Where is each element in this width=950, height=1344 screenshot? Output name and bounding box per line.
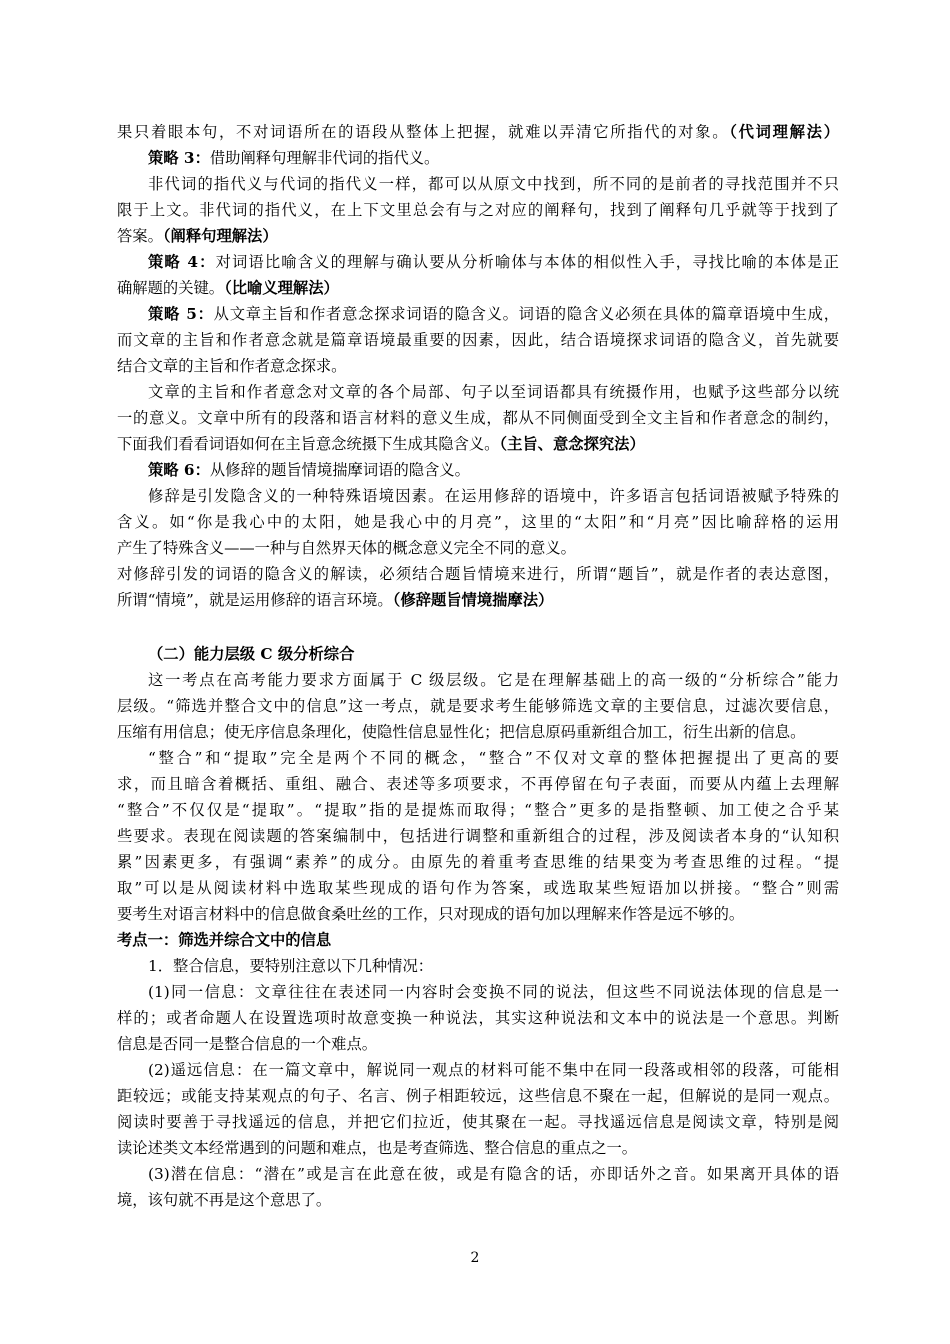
text-run: “整合”和“提取”完全是两个不同的概念，“整合”不仅对文章的整体把握提出了更高的要 [148,749,839,767]
text-line [117,1005,839,1031]
text-line [117,535,839,561]
text-line [117,431,839,457]
text-line [117,1057,839,1083]
text-line [117,275,839,301]
text-run: 些要求。表现在阅读题的答案编制中，包括进行调整和重新组合的过程，涉及阅读者本身的“认知积 [117,827,839,845]
text-line [117,509,839,535]
text-line [117,145,839,171]
text-run: 产生了特殊含义——一种与自然界天体的概念意义完全不同的意义。 [117,539,576,557]
text-line [117,849,839,875]
paragraph-gap [117,613,839,641]
text-run: 从修辞的题旨情境揣摩词语的隐含义。 [209,461,470,479]
text-line [117,587,839,613]
text-body [117,119,839,1213]
text-run: 修辞是引发隐含义的一种特殊语境因素。在运用修辞的语境中，许多语言包括词语被赋予特殊的 [148,487,839,505]
text-run: 要考生对语言材料中的信息做食桑吐丝的工作，只对现成的语句加以理解来作答是远不够的。 [117,905,745,923]
bold-run: （主旨、意念探究法） [499,435,645,453]
text-run: 答案。 [117,227,163,245]
bold-run: 策略 4： [148,253,216,271]
text-run: 确解题的关键。 [117,279,225,297]
text-run: 层级。“筛选并整合文中的信息”这一考点，就是要求考生能够筛选文章的主要信息，过滤次要信息， [117,697,839,715]
text-run: 从文章主旨和作者意念探求词语的隐含义。词语的隐含义必须在具体的篇章语境中生成， [213,305,839,323]
text-run: 境，该句就不再是这个意思了。 [117,1191,332,1209]
text-run: “整合”不仅仅是“提取”。“提取”指的是提炼而取得；“整合”更多的是指整顿、加工使之合乎某 [117,801,839,819]
text-line [117,197,839,223]
text-line [117,379,839,405]
text-line [117,171,839,197]
text-line [117,953,839,979]
text-line [117,223,839,249]
bold-run: （修辞题旨情境揣摩法） [392,591,554,609]
text-line [117,823,839,849]
text-line [117,119,839,145]
text-run: 限于上文。非代词的指代义，在上下文里总会有与之对应的阐释句，找到了阐释句几乎就等于找到了 [117,201,839,219]
text-line [117,667,839,693]
bold-run: （比喻义理解法） [224,279,339,297]
text-line [117,1031,839,1057]
text-run: 对词语比喻含义的理解与确认要从分析喻体与本体的相似性入手，寻找比喻的本体是正 [215,253,839,271]
text-run: 累”因素更多，有强调“素养”的成分。由原先的着重考查思维的结果变为考查思维的过程。“提 [117,853,839,871]
text-line [117,693,839,719]
text-line [117,745,839,771]
text-run: 取”可以是从阅读材料中选取某些现成的语句作为答案，或选取某些短语加以拼接。“整合”则需 [117,879,839,897]
text-run: 含义。如“你是我心中的太阳，她是我心中的月亮”，这里的“太阳”和“月亮”因比喻辞格的运用 [117,513,839,531]
text-line [117,719,839,745]
text-line [117,301,839,327]
text-line [117,1135,839,1161]
text-run: (3)潜在信息：“潜在”或是言在此意在彼，或是有隐含的话，亦即话外之音。如果离开具体的语 [148,1165,839,1183]
text-run: (2)遥远信息：在一篇文章中，解说同一观点的材料可能不集中在同一段落或相邻的段落，可能相 [148,1061,839,1079]
text-line [117,771,839,797]
text-line [117,1161,839,1187]
text-run: 对修辞引发的词语的隐含义的解读，必须结合题旨情境来进行，所谓“题旨”，就是作者的表达意图， [117,565,839,583]
text-line [117,405,839,431]
text-run: 果只着眼本句，不对词语所在的语段从整体上把握，就难以弄清它所指代的对象。 [117,123,730,141]
bold-run: （阐释句理解法） [162,227,278,245]
text-run: 1．整合信息，要特别注意以下几种情况： [148,957,434,975]
text-line [117,327,839,353]
text-run: 样的；或者命题人在设置选项时故意变换一种说法，其实这种说法和文本中的说法是一个意思。判断 [117,1009,839,1027]
text-run: 下面我们看看词语如何在主旨意念统摄下生成其隐含义。 [117,435,500,453]
bold-run: （代词理解法） [729,123,839,141]
text-line [117,797,839,823]
text-line [117,249,839,275]
text-line [117,1109,839,1135]
text-run: 非代词的指代义与代词的指代义一样，都可以从原文中找到，所不同的是前者的寻找范围并不只 [148,175,839,193]
text-run: 信息是否同一是整合信息的一个难点。 [117,1035,378,1053]
section-heading [117,641,839,667]
text-line [117,1083,839,1109]
text-run: 求，而且暗含着概括、重组、融合、表述等多项要求，不再停留在句子表面，而要从内蕴上去理解 [117,775,839,793]
text-line [117,901,839,927]
text-line [117,353,839,379]
text-line [117,979,839,1005]
subsection-heading [117,927,839,953]
text-line [117,1187,839,1213]
text-run: 读论述类文本经常遇到的问题和难点，也是考查筛选、整合信息的重点之一。 [117,1139,638,1157]
text-line [117,875,839,901]
bold-run: 考点一：筛选并综合文中的信息 [117,931,332,949]
text-run: (1)同一信息：文章往往在表述同一内容时会变换不同的说法，但这些不同说法体现的信息是一 [148,983,839,1001]
text-run: 结合文章的主旨和作者意念探求。 [117,357,347,375]
text-run: 所谓“情境”，就是运用修辞的语言环境。 [117,591,393,609]
text-run: 借助阐释句理解非代词的指代义。 [209,149,440,167]
text-run: 文章的主旨和作者意念对文章的各个局部、句子以至词语都具有统摄作用，也赋予这些部分以统 [148,383,839,401]
text-run: 压缩有用信息；使无序信息条理化，使隐性信息显性化；把信息原码重新组合加工，衍生出新的信息。 [117,723,806,741]
bold-run: （二）能力层级 C 级分析综合 [148,645,355,663]
bold-run: 策略 6： [148,461,210,479]
page-number: 2 [470,1250,480,1266]
text-run: 而文章的主旨和作者意念就是篇章语境最重要的因素，因此，结合语境探求词语的隐含义，首先就要 [117,331,839,349]
text-run: 阅读时要善于寻找遥远的信息，并把它们拉近，使其聚在一起。寻找遥远信息是阅读文章，特别是阅 [117,1113,839,1131]
text-line [117,483,839,509]
bold-run: 策略 5： [148,305,214,323]
bold-run: 策略 3： [148,149,210,167]
text-run: 一的意义。文章中所有的段落和语言材料的意义生成，都从不同侧面受到全文主旨和作者意念的制约， [117,409,839,427]
text-run: 距较远；或能支持某观点的句子、名言、例子相距较远，这些信息不聚在一起，但解说的是同一观点。 [117,1087,839,1105]
text-run: 这一考点在高考能力要求方面属于 C 级层级。它是在理解基础上的高一级的“分析综合”能力 [148,671,839,689]
text-line [117,561,839,587]
text-line [117,457,839,483]
